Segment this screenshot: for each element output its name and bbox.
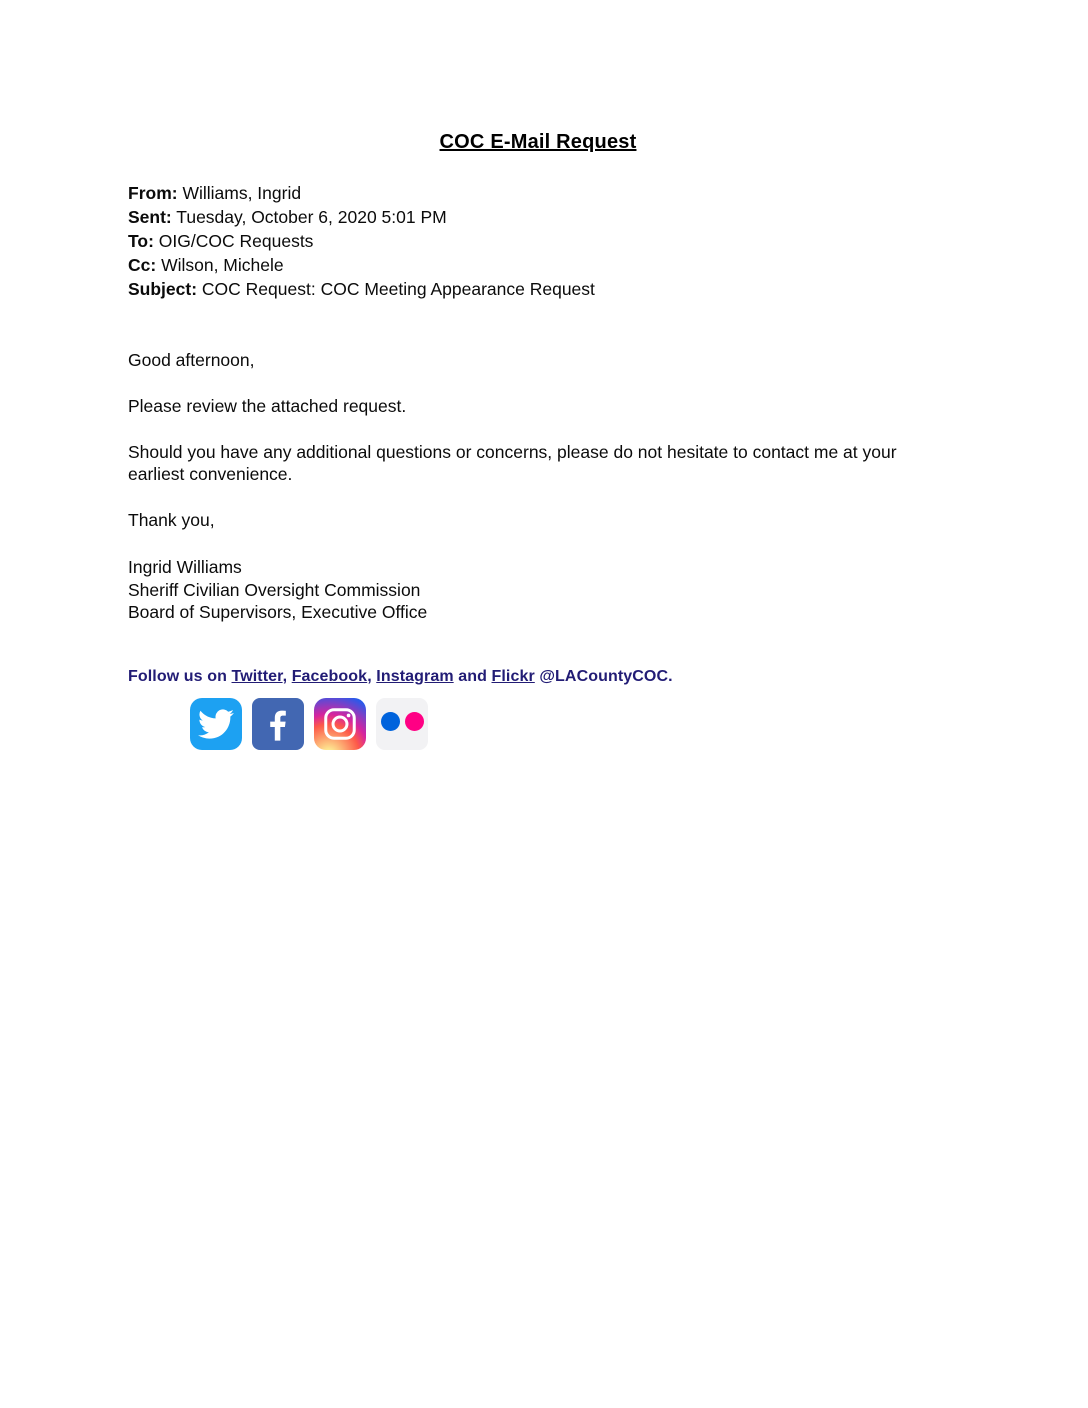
flickr-pink-dot <box>405 712 424 731</box>
twitter-link[interactable]: Twitter <box>231 667 283 685</box>
sent-label: Sent: <box>128 207 172 227</box>
signature-name: Ingrid Williams <box>128 557 242 577</box>
flickr-icon[interactable] <box>376 698 428 750</box>
separator: , <box>367 667 377 685</box>
subject-label: Subject: <box>128 279 198 299</box>
from-value: Williams, Ingrid <box>182 183 302 203</box>
separator: , <box>282 667 292 685</box>
separator: and <box>453 667 492 685</box>
closing-text: Thank you, <box>128 510 215 530</box>
signature-dept: Board of Supervisors, Executive Office <box>128 602 428 622</box>
facebook-link[interactable]: Facebook <box>291 667 368 685</box>
facebook-icon[interactable] <box>252 698 304 750</box>
instagram-link[interactable]: Instagram <box>376 667 454 685</box>
from-label: From: <box>128 183 178 203</box>
to-value: OIG/COC Requests <box>158 231 314 251</box>
social-icon-row <box>190 698 948 750</box>
email-body <box>128 349 948 624</box>
flickr-link[interactable]: Flickr <box>491 667 535 685</box>
signature-org: Sheriff Civilian Oversight Commission <box>128 579 421 600</box>
instagram-icon[interactable] <box>314 698 366 750</box>
header-subject <box>128 277 948 301</box>
header-to <box>128 229 948 253</box>
paragraph-questions: Should you have any additional questions or concerns, please do not hesitate to contact me at your earliest convenience. <box>128 442 897 484</box>
follow-us-line <box>128 668 948 686</box>
paragraph-review-request: Please review the attached request. <box>128 396 407 416</box>
signature-block <box>128 556 948 624</box>
social-footer <box>128 668 948 750</box>
cc-label: Cc: <box>128 255 157 275</box>
twitter-icon[interactable] <box>190 698 242 750</box>
sent-value: Tuesday, October 6, 2020 5:01 PM <box>176 207 447 227</box>
greeting-text: Good afternoon, <box>128 350 255 370</box>
to-label: To: <box>128 231 154 251</box>
page-title: COC E-Mail Request <box>439 131 637 153</box>
cc-value: Wilson, Michele <box>161 255 284 275</box>
email-header <box>128 181 948 301</box>
header-from <box>128 181 948 205</box>
follow-prefix: Follow us on <box>128 667 232 685</box>
header-cc <box>128 253 948 277</box>
subject-value: COC Request: COC Meeting Appearance Request <box>201 279 595 299</box>
social-handle: @LACountyCOC. <box>534 667 673 685</box>
flickr-blue-dot <box>381 712 400 731</box>
header-sent <box>128 205 948 229</box>
